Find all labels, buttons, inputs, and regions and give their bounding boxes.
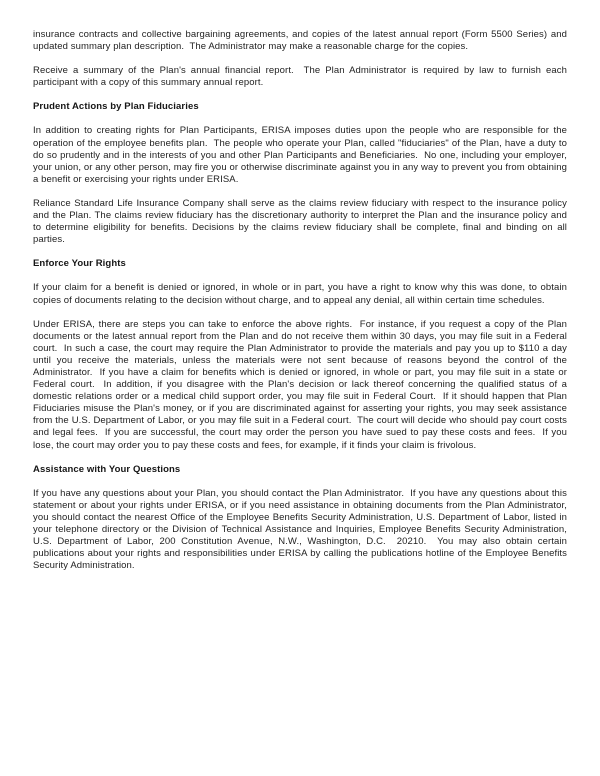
- paragraph-claims-review-fiduciary: Reliance Standard Life Insurance Company shall serve as the claims review fiduciary with respect to the insurance policy and the Plan. The claims review fiduciary has the discretionary authority to interpret the Plan and the insurance policy and to determine eligibility for benefits. Decisions by the claims review fiduciary shall be complete, final and binding on all parties.: [33, 197, 570, 246]
- paragraph-claim-denied-rights: If your claim for a benefit is denied or ignored, in whole or in part, you have a right to know why this was done, to obtain copies of documents relating to the decision without charge, and to appeal any denial, all within certain time schedules.: [33, 282, 570, 306]
- heading-assistance-with-questions: Assistance with Your Questions: [33, 463, 181, 475]
- paragraph-erisa-enforcement-steps: Under ERISA, there are steps you can take to enforce the above rights. For instance, if you request a copy of the Plan documents or the latest annual report from the Plan and do not receive them within 30 days, you may file suit in a Federal court. In such a case, the court may require the Plan Administrator to provide the materials and pay you up to $110 a day until you receive the materials, unless the materials were not sent because of reasons beyond the control of the Administrator. If you have a claim for benefits which is denied or ignored, in whole or part, you may file suit in a state or Federal court. In addition, if you disagree with the Plan's decision or lack thereof concerning the qualified status of a domestic relations order or a medical child support order, you may file suit in Federal Court. If it should happen that Plan Fiduciaries misuse the Plan's money, or if you are discriminated against for asserting your rights, you may seek assistance from the U.S. Department of Labor, or you may file suit in a Federal court. The court will decide who should pay court costs and legal fees. If you are successful, the court may order the person you have sued to pay these costs and fees. If you lose, the court may order you to pay these costs and fees, for example, if it finds your claim is frivolous.: [33, 318, 570, 451]
- paragraph-form5500-copies: insurance contracts and collective bargaining agreements, and copies of the latest annual report (Form 5500 Series) and updated summary plan description. The Administrator may make a reasonable charge for the copies.: [33, 29, 570, 53]
- heading-enforce-your-rights: Enforce Your Rights: [33, 258, 126, 270]
- paragraph-contact-assistance: If you have any questions about your Plan, you should contact the Plan Administrator. If you have any questions about this statement or about your rights under ERISA, or if you need assistance in obtaining documents from the Plan Administrator, you should contact the nearest Office of the Employee Benefits Security Administration, U.S. Department of Labor, listed in your telephone directory or the Division of Technical Assistance and Inquiries, Employee Benefits Security Administration, U.S. Department of Labor, 200 Constitution Avenue, N.W., Washington, D.C. 20210. You may also obtain certain publications about your rights and responsibilities under ERISA by calling the publications hotline of the Employee Benefits Security Administration.: [33, 487, 570, 572]
- heading-prudent-actions: Prudent Actions by Plan Fiduciaries: [33, 101, 199, 113]
- paragraph-summary-annual-report: Receive a summary of the Plan's annual financial report. The Plan Administrator is required by law to furnish each participant with a copy of this summary annual report.: [33, 65, 570, 89]
- paragraph-fiduciary-duties: In addition to creating rights for Plan Participants, ERISA imposes duties upon the people who are responsible for the operation of the employee benefits plan. The people who operate your Plan, called "fiduciaries" of the Plan, have a duty to do so prudently and in the interests of you and other Plan Participants and Beneficiaries. No one, including your employer, your union, or any other person, may fire you or otherwise discriminate against you in any way to prevent you from obtaining a benefit or exercising your rights under ERISA.: [33, 125, 570, 185]
